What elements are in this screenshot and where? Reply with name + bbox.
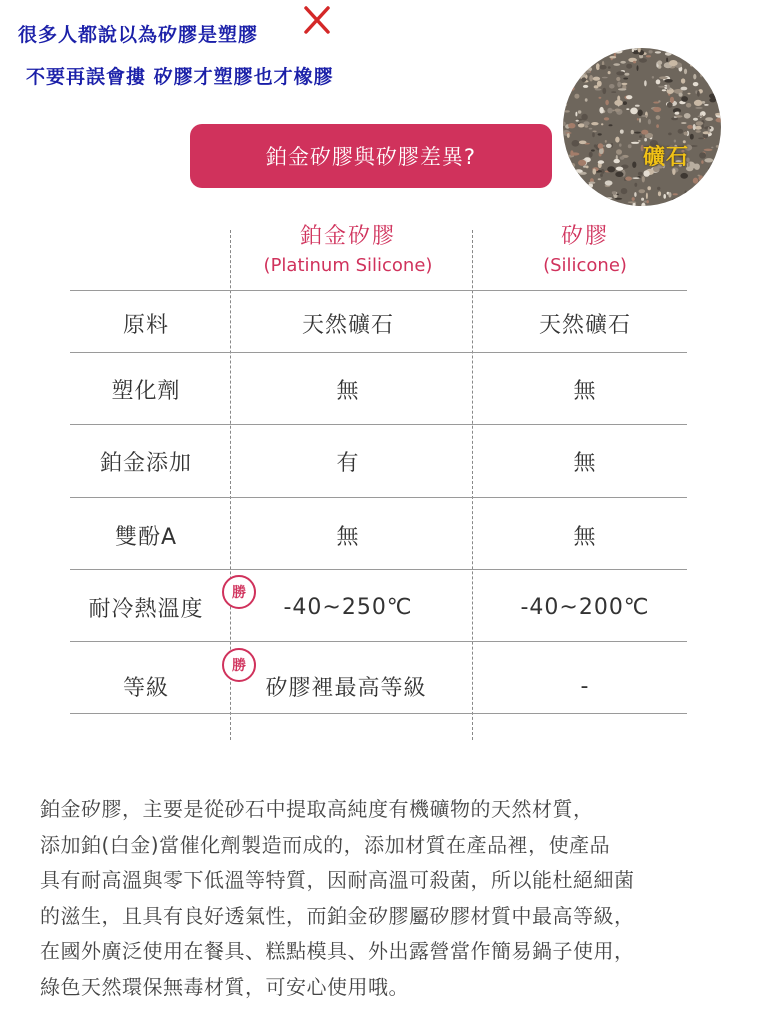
description-line: 具有耐高溫與零下低溫等特質，因耐高溫可殺菌，所以能杜絕細菌	[40, 868, 635, 892]
description-line: 在國外廣泛使用在餐具、糕點模具、外出露營當作簡易鍋子使用，	[40, 939, 635, 963]
cell-platinum-temperature: -40~250℃	[283, 594, 413, 620]
winner-badge: 勝	[222, 648, 256, 682]
comparison-title-banner	[190, 124, 552, 188]
description-paragraph	[40, 792, 750, 1005]
cell-platinum-platinum-added: 有	[336, 450, 360, 476]
description-line: 綠色天然環保無毒材質，可安心使用哦。	[40, 974, 409, 999]
row-divider	[70, 424, 687, 425]
gravel-texture-icon	[563, 48, 721, 206]
cell-silicone-plasticizer: 無	[573, 378, 597, 404]
column-subtitle: (Silicone)	[543, 255, 627, 276]
cell-platinum-grade: 矽膠裡最高等級	[265, 675, 427, 701]
row-label-bpa: 雙酚A	[114, 524, 178, 550]
headline-misconception: 很多人都說以為矽膠是塑膠	[18, 24, 259, 46]
column-header-platinum-silicone	[232, 222, 464, 280]
winner-badge: 勝	[222, 575, 256, 609]
column-title: 鉑金矽膠	[299, 224, 396, 249]
description-line: 鉑金矽膠，主要是從砂石中提取高純度有機礦物的天然材質，	[40, 797, 594, 821]
cell-silicone-grade: -	[580, 673, 590, 699]
mineral-stone-image	[563, 48, 721, 206]
cell-silicone-bpa: 無	[573, 524, 597, 550]
cell-silicone-platinum-added: 無	[573, 450, 597, 476]
description-line: 添加鉑(白金)當催化劑製造而成的，添加材質在產品裡，使產品	[40, 832, 611, 857]
row-label-grade: 等級	[122, 675, 169, 701]
column-subtitle: (Platinum Silicone)	[263, 255, 433, 276]
cell-platinum-plasticizer: 無	[336, 378, 360, 404]
row-label-plasticizer: 塑化劑	[111, 378, 181, 404]
comparison-title: 鉑金矽膠與矽膠差異?	[265, 145, 477, 169]
cell-silicone-raw-material: 天然礦石	[538, 312, 631, 338]
description-line: 的滋生，且具有良好透氣性，而鉑金矽膠屬矽膠材質中最高等級，	[40, 903, 635, 928]
headline-clarification: 不要再誤會摟 矽膠才塑膠也才橡膠	[26, 66, 334, 88]
column-title: 矽膠	[560, 224, 609, 249]
column-header-silicone	[469, 222, 701, 280]
cross-mark-icon	[300, 4, 334, 38]
cell-platinum-bpa: 無	[336, 524, 360, 550]
cell-silicone-temperature: -40~200℃	[520, 594, 650, 620]
row-label-temperature: 耐冷熱溫度	[88, 596, 204, 622]
row-divider	[70, 497, 687, 498]
row-label-platinum-added: 鉑金添加	[99, 450, 192, 476]
mineral-label: 礦石	[643, 145, 690, 170]
cell-platinum-raw-material: 天然礦石	[301, 312, 394, 338]
row-label-raw-material: 原料	[122, 312, 169, 338]
